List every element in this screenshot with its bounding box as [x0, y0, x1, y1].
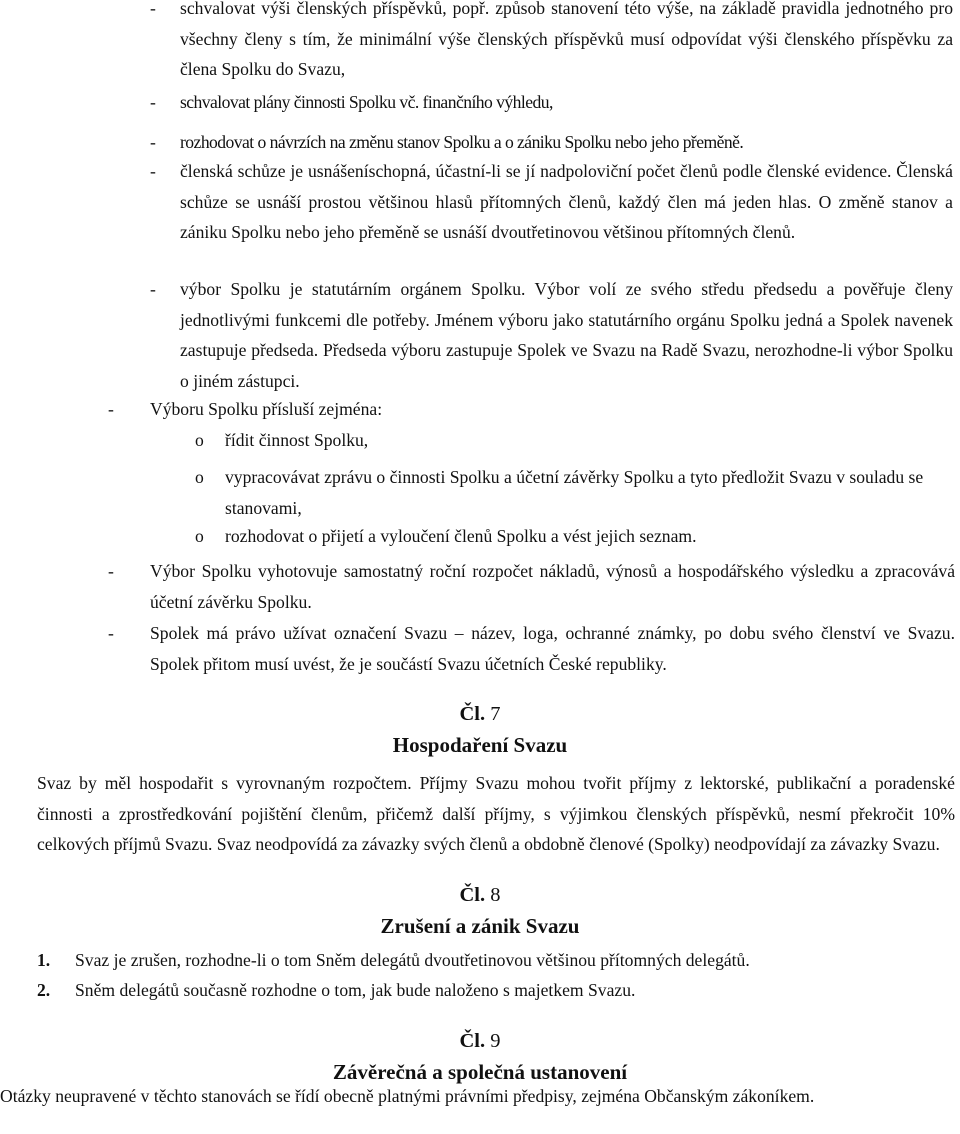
numbered-item: [37, 975, 635, 1006]
section-title: Zrušení a zánik Svazu: [380, 914, 580, 938]
list-item: výbor Spolku je statutárním orgánem Spolku. Výbor volí ze svého středu předsedu a pověřuje členy jednotlivými funkcemi dle potřeby. Jménem výboru jako statutárního orgánu Spolku jedná a Spolek navenek zastupuje předseda. Předseda výboru zastupuje Spolek ve Svazu na Radě Svazu, nerozhodne-li výbor Spolku o jiném zástupci.: [180, 279, 953, 391]
section-number-prefix: Čl.: [459, 1030, 486, 1052]
list-dash: -: [150, 132, 156, 152]
bullet-marker: o: [195, 467, 204, 487]
sub-list-item: řídit činnost Spolku,: [225, 430, 369, 450]
section-title: Hospodaření Svazu: [392, 733, 568, 757]
section-number: [0, 884, 960, 907]
section-number-value: 7: [490, 703, 501, 725]
list-item: členská schůze je usnášeníschopná, účastní-li se jí nadpoloviční počet členů podle členské evidence. Členská schůze se usnáší prostou většinou hlasů přítomných členů, každý člen má jeden hlas. O změně stanov a zániku Spolku nebo jeho přeměně se usnáší dvoutřetinovou většinou přítomných členů.: [180, 161, 953, 242]
list-item: schvalovat plány činnosti Spolku vč. finančního výhledu,: [180, 92, 553, 112]
list-dash: -: [150, 279, 156, 299]
list-item: schvalovat výši členských příspěvků, popř. způsob stanovení této výše, na základě pravidla jednotného pro všechny členy s tím, že minimální výše členských příspěvků musí odpovídat výši členského příspěvku za člena Spolku do Svazu,: [180, 0, 953, 79]
section-paragraph: Svaz by měl hospodařit s vyrovnaným rozpočtem. Příjmy Svazu mohou tvořit příjmy z lektorské, publikační a poradenské činnosti a zprostředkování pojištění členům, přičemž další příjmy, s výjimkou členských příspěvků, nesmí překročit 10% celkových příjmů Svazu. Svaz neodpovídá za závazky svých členů a obdobně členové (Spolky) neodpovídají za závazky Svazu.: [37, 773, 955, 854]
list-dash: -: [108, 561, 114, 581]
item-number: 1.: [37, 950, 51, 970]
numbered-item: [37, 945, 750, 976]
sub-list-item: rozhodovat o přijetí a vyloučení členů Spolku a vést jejich seznam.: [225, 526, 697, 546]
item-number: 2.: [37, 980, 51, 1000]
bullet-marker: o: [195, 526, 204, 546]
section-number: [0, 1030, 960, 1053]
list-item: rozhodovat o návrzích na změnu stanov Spolku a o zániku Spolku nebo jeho přeměně.: [180, 132, 744, 152]
list-dash: -: [150, 161, 156, 181]
list-dash: -: [150, 0, 156, 18]
list-item: Výbor Spolku vyhotovuje samostatný roční rozpočet nákladů, výnosů a hospodářského výsledku a zpracovává účetní závěrku Spolku.: [150, 561, 955, 612]
bullet-marker: o: [195, 430, 204, 450]
list-dash: -: [108, 623, 114, 643]
vybor-intro: Výboru Spolku přísluší zejména:: [150, 399, 383, 419]
list-item: Spolek má právo užívat označení Svazu – název, loga, ochranné známky, po dobu svého členství ve Svazu. Spolek přitom musí uvést, že je součástí Svazu účetních České republiky.: [150, 623, 955, 674]
section-title: Závěrečná a společná ustanovení: [332, 1060, 628, 1084]
list-dash: -: [108, 399, 114, 419]
section-number-prefix: Čl.: [459, 884, 486, 906]
list-dash: -: [150, 92, 156, 112]
item-text: Sněm delegátů současně rozhodne o tom, jak bude naloženo s majetkem Svazu.: [75, 980, 636, 1000]
section-number-value: 8: [490, 884, 501, 906]
section-paragraph: Otázky neupravené v těchto stanovách se řídí obecně platnými právními předpisy, zejména Občanským zákoníkem.: [0, 1086, 815, 1106]
sub-list-item: vypracovávat zprávu o činnosti Spolku a účetní závěrky Spolku a tyto předložit Svazu v souladu se stanovami,: [225, 467, 924, 518]
section-number: [0, 703, 960, 726]
section-number-prefix: Čl.: [459, 703, 486, 725]
section-number-value: 9: [490, 1030, 501, 1052]
item-text: Svaz je zrušen, rozhodne-li o tom Sněm delegátů dvoutřetinovou většinou přítomných delegátů.: [75, 950, 750, 970]
